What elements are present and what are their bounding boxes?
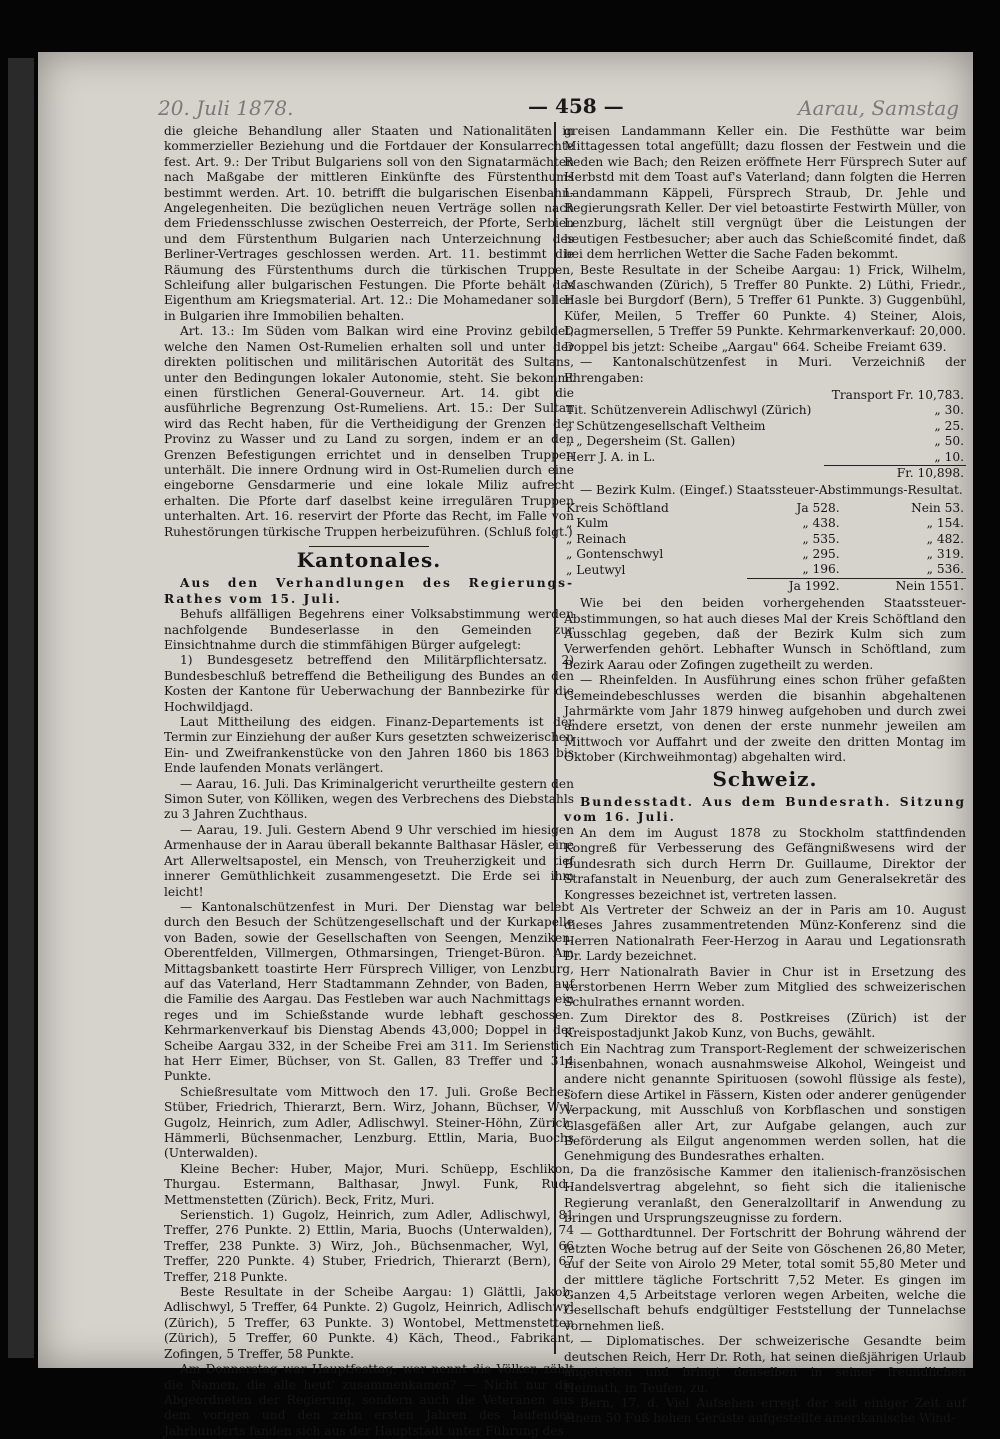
gift-total: Fr. 10,898.	[824, 465, 966, 481]
newspaper-page	[38, 52, 973, 1438]
paragraph: Da die französische Kammer den italienisch-französischen Handelsvertrag abgelehnt, so fieht sich die italienische Regierung veranlaßt, den Generalzolltarif in Anwendung zu bringen und Ursprungszeugnisse zu fordern.	[564, 1164, 966, 1226]
table-row	[564, 419, 966, 434]
vote-total-nein: Nein 1551.	[842, 578, 966, 594]
table-row	[564, 501, 966, 516]
vote-nein: „ 154.	[926, 516, 964, 531]
vote-table	[564, 501, 966, 594]
vote-ja: „ 438.	[802, 516, 840, 531]
table-row	[564, 547, 966, 562]
paragraph: Bern, 17. d. Viel Aufsehen erregt der seit einiger Zeit auf einem 50 Fuß hohen Gerüste aufgestellte amerikanische Wind-	[564, 1395, 966, 1426]
section-heading-schweiz: Schweiz.	[712, 766, 818, 791]
paragraph: die gleiche Behandlung aller Staaten und Nationalitäten in kommerzieller Beziehung und die Fortdauer der Konsularrechte fest. Art. 9.: Der Tribut Bulgariens soll von den Signatarmächten nach Maßgabe der mittleren Einkünfte des Fürstenthums bestimmt werden. Art. 10. betrifft die bulgarischen Eisenbahn-Angelegenheiten. Die bezüglichen neuen Verträge sollen nach dem Friedensschlusse zwischen Oesterreich, der Pforte, Serbien und dem Fürstenthum Bulgarien nach Unterzeichnung des Berliner-Vertrages geschlossen werden. Art. 11. bestimmt die Räumung des Fürstenthums durch die türkischen Truppen, Schleifung aller bulgarischen Festungen. Die Pforte behält das Eigenthum am Kriegsmaterial. Art. 12.: Die Mohamedaner sollen in Bulgarien ihre Immobilien behalten.	[164, 124, 574, 323]
paragraph: — Diplomatisches. Der schweizerische Gesandte beim deutschen Reich, Herr Dr. Roth, hat seinen dießjährigen Urlaub angetreten und bringt denselben in seiner freundlichen Heimath, in Teufen, zu.	[564, 1334, 966, 1395]
mirrored-title: Aarau, Samstag	[798, 96, 960, 120]
table-row	[564, 450, 966, 466]
gift-name: Tit. Schützenverein Adlischwyl (Zürich)	[566, 403, 812, 418]
table-row	[564, 388, 966, 403]
gift-name: „ „ Degersheim (St. Gallen)	[566, 434, 736, 449]
vote-ja: Ja 528.	[796, 500, 840, 515]
paragraph: — Aarau, 16. Juli. Das Kriminalgericht verurtheilte gestern den Simon Suter, von Kölliken, wegen des Verbrechens des Diebstahls zu 3 Jahren Zuchthaus.	[164, 776, 574, 822]
gift-name: „ Schützengesellschaft Veltheim	[566, 418, 766, 433]
section-heading-kantonales: Kantonales.	[296, 547, 442, 572]
vote-nein: „ 536.	[926, 562, 964, 577]
page-number: — 458 —	[528, 94, 624, 118]
gift-amount: Transport Fr. 10,783.	[831, 387, 964, 402]
vote-place: „ Reinach	[566, 531, 627, 546]
paragraph: greisen Landammann Keller ein. Die Festhütte war beim Mittagessen total angefüllt; dazu flossen der Festwein und die Reden wie Bach; den Reizen eröffnete Herr Fürsprech Suter auf Herbstd mit dem Toast auf's Vaterland; dann folgten die Herren Landammann Käppeli, Fürsprech Straub, Dr. Jehle und Regierungsrath Keller. Der viel betoastirte Festwirth Müller, von Lenzburg, lächelt still vergnügt über die Leistungen der heutigen Festbesucher; aber auch das Schießcomité findet, daß bei dem herrlichen Wetter die Sache Faden bekommt.	[564, 124, 966, 262]
paragraph: Beste Resultate in der Scheibe Aargau: 1) Frick, Wilhelm, Maschwanden (Zürich), 5 Treffer 80 Punkte. 2) Lüthi, Friedr., Hasle bei Burgdorf (Bern), 5 Treffer 61 Punkte. 3) Guggenbühl, Küfer, Meilen, 5 Treffer 60 Punkte. 4) Steiner, Alois, Dagmersellen, 5 Treffer 59 Punkte. Kehrmarkenverkauf: 20,000. Doppel bis jetzt: Scheibe „Aargau" 664. Scheibe Freiamt 639.	[564, 262, 966, 354]
table-row	[564, 403, 966, 418]
paragraph: An dem im August 1878 zu Stockholm stattfindenden Kongreß für Verbesserung des Gefängnißwesens wird der Bundesrath sich durch Herrn Dr. Guillaume, Direktor der Strafanstalt in Neuenburg, der auch zum Generalsekretär des Kongresses bezeichnet ist, vertreten lassen.	[564, 825, 966, 902]
left-column	[164, 124, 574, 1438]
paragraph: Beste Resultate in der Scheibe Aargau: 1) Glättli, Jakob, Adlischwyl, 5 Treffer, 64 Punkte. 2) Gugolz, Heinrich, Adlischwyl (Zürich), 5 Treffer, 63 Punkte. 3) Wontobel, Mettmenstetten (Zürich), 5 Treffer, 60 Punkte. 4) Käch, Theod., Fabrikant, Zofingen, 5 Treffer, 58 Punkte.	[164, 1285, 574, 1361]
vote-place: Kreis Schöftland	[566, 500, 669, 515]
vote-place: „ Gontenschwyl	[566, 546, 664, 561]
gifts-table	[564, 388, 966, 481]
paragraph: Wie bei den beiden vorhergehenden Staatssteuer-Abstimmungen, so hat auch dieses Mal der Kreis Schöftland den Ausschlag gegeben, daß der Bezirk Kulm sich zum Verwerfenden gehört. Lebhafter Wunsch in Schöftland, zum Bezirk Aarau oder Zofingen zugetheilt zu werden.	[564, 596, 966, 672]
vote-nein: „ 319.	[926, 546, 964, 561]
right-column	[564, 124, 966, 1426]
table-row	[564, 532, 966, 547]
paragraph: — Kantonalschützenfest in Muri. Der Dienstag war belebt durch den Besuch der Schützengesellschaft und der Kurkapelle von Baden, sowie der Gesellschaften von Seengen, Menziken, Oberentfelden, Villmergen, Othmarsingen, Trienget-Büron. Am Mittagsbankett toastirte Herr Fürsprech Villiger, von Lenzburg, auf das Vaterland, Herr Stadtammann Zehnder, von Baden, auf die Familie des Aargau. Das Festleben war auch Nachmittags ein reges und im Schießstande wurde lebhaft geschossen. Kehrmarkenverkauf bis Dienstag Abends 43,000; Doppel in der Scheibe Aargau 332, in der Scheibe Frei am 311. Im Serienstich hat Herr Eimer, Büchser, von St. Gallen, 83 Treffer und 314 Punkte.	[164, 899, 574, 1084]
table-row	[564, 578, 966, 594]
paragraph: Laut Mittheilung des eidgen. Finanz-Departements ist der Termin zur Einziehung der außer Kurs gesetzten schweizerischen Ein- und Zweifrankenstücke von den Jahren 1860 bis 1863 bis Ende laufenden Monats verlängert.	[164, 715, 574, 776]
paragraph: Behufs allfälligen Begehrens einer Volksabstimmung werden nachfolgende Bundeserlasse in den Gemeinden zur Einsichtnahme durch die stimmfähigen Bürger aufgelegt:	[164, 607, 574, 652]
mirrored-date: 20. Juli 1878.	[158, 96, 294, 120]
gift-name: Herr J. A. in L.	[566, 449, 656, 464]
vote-ja: „ 535.	[802, 531, 840, 546]
book-edge	[8, 58, 34, 1358]
table-row	[564, 434, 966, 449]
paragraph: Zum Direktor des 8. Postkreises (Zürich) ist der Kreispostadjunkt Jakob Kunz, von Buchs, gewählt.	[564, 1010, 966, 1041]
subheading: Aus den Verhandlungen des Regierungs-Rathes vom 15. Juli.	[164, 576, 574, 606]
paragraph: — Kantonalschützenfest in Muri. Verzeichniß der Ehrengaben:	[564, 355, 966, 385]
paragraph: Als Vertreter der Schweiz an der in Paris am 10. August dieses Jahres zusammentretenden Münz-Konferenz sind die Herren Nationalrath Feer-Herzog in Aarau und Legationsrath Dr. Lardy bezeichnet.	[564, 902, 966, 964]
paragraph: — Rheinfelden. In Ausführung eines schon früher gefaßten Gemeindebeschlusses werden die bisanhin abgehaltenen Jahrmärkte vom Jahr 1879 hinweg aufgehoben und durch zwei andere ersetzt, von denen der erste nunmehr jeweilen am Mittwoch vor Auffahrt und der zweite den dritten Montag im Oktober (Kirchweihmontag) abgehalten wird.	[564, 673, 966, 765]
gift-name	[564, 388, 824, 403]
gift-amount: „ 50.	[934, 434, 964, 449]
paragraph: Schießresultate vom Mittwoch den 17. Juli. Große Becher: Stüber, Friedrich, Thierarzt, Bern. Wirz, Johann, Büchser, Wyl. Gugolz, Heinrich, zum Adler, Adlischwyl. Steiner-Höhn, Zürich. Hämmerli, Büchsenmacher, Lenzburg. Ettlin, Maria, Buochs (Unterwalden).	[164, 1084, 574, 1161]
vote-place: „ Leutwyl	[566, 562, 626, 577]
paragraph: — Bezirk Kulm. (Eingef.) Staatssteuer-Abstimmungs-Resultat.	[580, 483, 963, 498]
vote-ja: „ 196.	[802, 562, 840, 577]
paragraph: Kleine Becher: Huber, Major, Muri. Schüepp, Eschlikon, Thurgau. Estermann, Balthasar, Jnwyl. Funk, Rud., Mettmenstetten (Zürich). Beck, Fritz, Muri.	[164, 1161, 574, 1207]
section-rule	[309, 546, 429, 547]
gift-amount: „ 30.	[934, 403, 964, 418]
paragraph: Serienstich. 1) Gugolz, Heinrich, zum Adler, Adlischwyl, 81 Treffer, 276 Punkte. 2) Ettlin, Maria, Buochs (Unterwalden), 74 Treffer, 238 Punkte. 3) Wirz, Joh., Büchsenmacher, Wyl, 66 Treffer, 220 Punkte. 4) Stuber, Friedrich, Thierarzt (Bern), 67 Treffer, 218 Punkte.	[164, 1208, 574, 1284]
paragraph: Am Donnerstag war Hauptfesttag; wer nennt die Völker, zählt die Namen, die alle heut' zusammenkamen? — Nicht nur die Abgeordneten der Regierung, sondern auch die Veteranen aus dem vorigen und den zehn ersten Jahren des laufenden Jahrhunderts fanden sich aus der Hauptstadt unter Führung des	[164, 1362, 574, 1438]
table-row	[564, 562, 966, 578]
paragraph: Art. 13.: Im Süden vom Balkan wird eine Provinz gebildet, welche den Namen Ost-Rumelien erhalten soll und unter der direkten politischen und militärischen Autorität des Sultans, unter den Bedingungen lokaler Autonomie, steht. Sie bekommt einen fürstlichen General-Gouverneur. Art. 14. gibt die ausführliche Begrenzung Ost-Rumeliens. Art. 15.: Der Sultan wird das Recht haben, für die Vertheidigung der Grenzen der Provinz zu Wasser und zu Land zu sorgen, indem er an den Grenzen Befestigungen errichtet und in denselben Truppen unterhält. Die innere Ordnung wird in Ost-Rumelien durch eine eingeborne Gensdarmerie und eine lokale Miliz aufrecht erhalten. Die Pforte darf daselbst keine irregulären Truppen unterhalten. Art. 16. reservirt der Pforte das Recht, im Falle von Ruhestörungen türkische Truppen herbeizuführen. (Schluß folgt.)	[164, 324, 574, 539]
gift-amount: „ 10.	[934, 449, 964, 464]
paragraph: 1) Bundesgesetz betreffend den Militärpflichtersatz. 2) Bundesbeschluß betreffend die Betheiligung des Bundes an den Kosten der Kantone für Ueberwachung der Bannbezirke für die Hochwildjagd.	[164, 653, 574, 714]
vote-ja: „ 295.	[802, 546, 840, 561]
subheading: Bundesstadt. Aus dem Bundesrath. Sitzung vom 16. Juli.	[564, 795, 966, 825]
vote-nein: „ 482.	[926, 531, 964, 546]
table-row	[564, 465, 966, 481]
paragraph: — Gotthardtunnel. Der Fortschritt der Bohrung während der letzten Woche betrug auf der Seite von Göschenen 26,80 Meter, auf der Seite von Airolo 29 Meter, total somit 55,80 Meter und der mittlere tägliche Fortschritt 7,52 Meter. Es gingen im Ganzen 4,5 Arbeitstage verloren wegen Arbeiten, welche die Gesellschaft behufs endgültiger Feststellung der Tunnelachse vornehmen ließ.	[564, 1226, 966, 1333]
gift-amount: „ 25.	[934, 418, 964, 433]
paragraph: — Aarau, 19. Juli. Gestern Abend 9 Uhr verschied im hiesigen Armenhause der in Aarau überall bekannte Balthasar Häsler, eine Art Allerweltsapostel, ein Mensch, von Treuherzigkeit und tief innerer Gemüthlichkeit zusammengesetzt. Die Erde sei ihm leicht!	[164, 822, 574, 899]
vote-place: „ Kulm	[566, 516, 609, 531]
paragraph: Ein Nachtrag zum Transport-Reglement der schweizerischen Eisenbahnen, wonach ausnahmsweise Alkohol, Weingeist und andere nicht genannte Spirituosen (sowohl flüssige als feste), sofern diese Artikel in Fässern, Kisten oder anderer genügender Verpackung, mit Ausschluß von Korbflaschen und sonstigen Glasgefäßen aller Art, zur Aufgabe gelangen, auch zur Beförderung als Eilgut angenommen werden sollen, hat die Genehmigung des Bundesrathes erhalten.	[564, 1041, 966, 1164]
paragraph: Herr Nationalrath Bavier in Chur ist in Ersetzung des verstorbenen Herrn Weber zum Mitglied des schweizerischen Schulrathes ernannt worden.	[564, 964, 966, 1010]
vote-total-ja: Ja 1992.	[747, 578, 841, 594]
table-row	[564, 516, 966, 531]
vote-nein: Nein 53.	[911, 500, 964, 515]
